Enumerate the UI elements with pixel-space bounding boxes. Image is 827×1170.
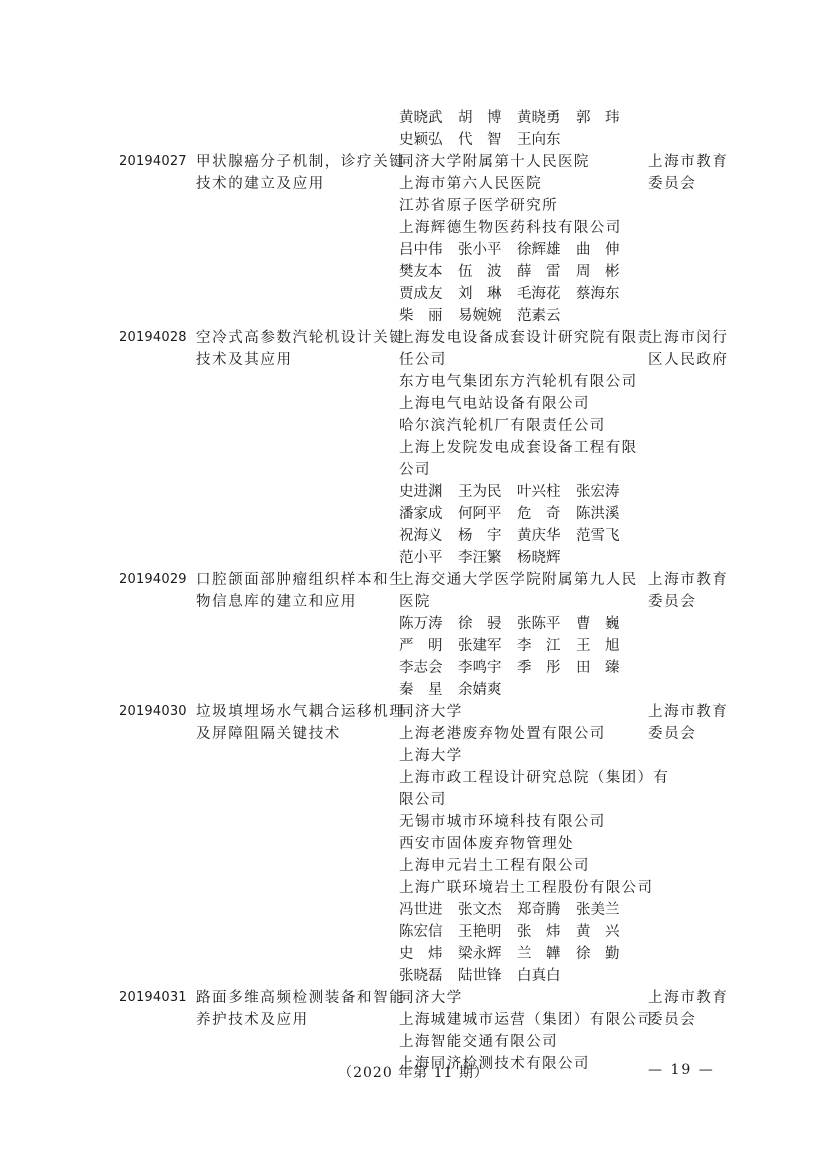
completing-unit-line: 上海城建城市运营（集团）有限公司 (399, 1012, 654, 1028)
person-name: 兰 韡 (517, 946, 561, 962)
person-name: 张美兰 (576, 902, 620, 918)
project-title-line: 口腔颌面部肿瘤组织样本和生 (196, 572, 406, 588)
recommending-department-line: 区人民政府 (648, 352, 729, 368)
person-name: 叶兴柱 (517, 484, 561, 500)
person-name: 伍 波 (458, 264, 502, 280)
people-row (399, 547, 576, 569)
person-name: 曹 巍 (576, 616, 620, 632)
recommending-department-line: 委员会 (648, 594, 697, 610)
people-row (399, 679, 517, 701)
page-number: — 19 — (648, 1062, 715, 1078)
person-name: 贾成友 (399, 286, 443, 302)
person-name: 秦 星 (399, 682, 443, 698)
person-name: 范素云 (517, 308, 561, 324)
person-name: 徐辉雄 (517, 242, 561, 258)
person-name: 易婉婉 (458, 308, 502, 324)
completing-unit-line: 上海老港废弃物处置有限公司 (399, 726, 606, 742)
person-name: 陈万涛 (399, 616, 443, 632)
person-name: 郑奇腾 (517, 902, 561, 918)
completing-unit-line: 上海辉德生物医药科技有限公司 (399, 220, 622, 236)
completing-unit-line: 上海大学 (399, 748, 463, 764)
people-row (399, 107, 635, 129)
completing-unit-line: 东方电气集团东方汽轮机有限公司 (399, 374, 638, 390)
person-name: 危 奇 (517, 506, 561, 522)
completing-unit-line: 上海市第六人民医院 (399, 176, 543, 192)
project-title-line: 路面多维高频检测装备和智能 (196, 990, 406, 1006)
project-code: 20194028 (119, 330, 187, 345)
person-name: 张陈平 (517, 616, 561, 632)
project-title-line: 垃圾填埋场水气耦合运移机理 (196, 704, 406, 720)
person-name: 陈洪溪 (576, 506, 620, 522)
completing-unit-line: 同济大学附属第十人民医院 (399, 154, 590, 170)
recommending-department-line: 上海市教育 (648, 572, 729, 588)
completing-unit-line: 上海广联环境岩土工程股份有限公司 (399, 880, 654, 896)
project-code: 20194027 (119, 154, 187, 169)
person-name: 李鸣宇 (458, 660, 502, 676)
people-row (399, 613, 635, 635)
completing-unit-line: 上海申元岩土工程有限公司 (399, 858, 590, 874)
project-title-line: 及屏障阻隔关键技术 (196, 726, 341, 742)
person-name: 陈宏信 (399, 924, 443, 940)
project-title-line: 物信息库的建立和应用 (196, 594, 357, 610)
person-name: 杨 宇 (458, 528, 502, 544)
project-title-line: 空冷式高参数汽轮机设计关键 (196, 330, 406, 346)
person-name: 黄晓勇 (517, 110, 561, 126)
people-row (399, 635, 635, 657)
completing-unit-line: 哈尔滨汽轮机厂有限责任公司 (399, 418, 606, 434)
project-title-line: 技术的建立及应用 (196, 176, 325, 192)
recommending-department-line: 委员会 (648, 176, 697, 192)
person-name: 毛海花 (517, 286, 561, 302)
person-name: 白真白 (517, 968, 561, 984)
person-name: 田 臻 (576, 660, 620, 676)
recommending-department-line: 上海市教育 (648, 154, 729, 170)
person-name: 徐 骎 (458, 616, 502, 632)
project-title-line: 甲状腺癌分子机制，诊疗关键 (196, 154, 406, 170)
people-row (399, 657, 635, 679)
person-name: 王向东 (517, 132, 561, 148)
person-name: 代 智 (458, 132, 502, 148)
recommending-department-line: 委员会 (648, 726, 697, 742)
people-row (399, 239, 635, 261)
person-name: 曲 伸 (576, 242, 620, 258)
people-row (399, 965, 576, 987)
person-name: 祝海义 (399, 528, 443, 544)
person-name: 季 彤 (517, 660, 561, 676)
person-name: 柴 丽 (399, 308, 443, 324)
person-name: 何阿平 (458, 506, 502, 522)
people-row (399, 481, 635, 503)
completing-unit-line: 上海同济检测技术有限公司 (399, 1056, 590, 1072)
project-code: 20194030 (119, 704, 187, 719)
completing-unit-line: 医院 (399, 594, 431, 610)
completing-unit-line: 同济大学 (399, 704, 463, 720)
person-name: 徐 勤 (576, 946, 620, 962)
people-row (399, 899, 635, 921)
person-name: 史 炜 (399, 946, 443, 962)
issue-label: （2020 年第 11 期） (338, 1065, 489, 1081)
person-name: 刘 琳 (458, 286, 502, 302)
person-name: 黄庆华 (517, 528, 561, 544)
person-name: 梁永辉 (458, 946, 502, 962)
completing-unit-line: 上海市政工程设计研究总院（集团）有 (399, 770, 670, 786)
project-code: 20194029 (119, 572, 187, 587)
person-name: 张 炜 (517, 924, 561, 940)
recommending-department-line: 上海市教育 (648, 990, 729, 1006)
completing-unit-line: 上海交通大学医学院附属第九人民 (399, 572, 638, 588)
person-name: 王艳明 (458, 924, 502, 940)
completing-unit-line: 公司 (399, 462, 431, 478)
person-name: 杨晓辉 (517, 550, 561, 566)
person-name: 严 明 (399, 638, 443, 654)
person-name: 李汪繁 (458, 550, 502, 566)
person-name: 张建军 (458, 638, 502, 654)
person-name: 范小平 (399, 550, 443, 566)
people-row (399, 261, 635, 283)
people-row (399, 921, 635, 943)
person-name: 李 江 (517, 638, 561, 654)
person-name: 张小平 (458, 242, 502, 258)
person-name: 周 彬 (576, 264, 620, 280)
completing-unit-line: 任公司 (399, 352, 447, 368)
person-name: 黄晓武 (399, 110, 443, 126)
person-name: 张宏涛 (576, 484, 620, 500)
people-row (399, 525, 635, 547)
person-name: 王为民 (458, 484, 502, 500)
people-row (399, 283, 635, 305)
person-name: 樊友本 (399, 264, 443, 280)
people-row (399, 503, 635, 525)
people-row (399, 129, 576, 151)
person-name: 蔡海东 (576, 286, 620, 302)
person-name: 薛 雷 (517, 264, 561, 280)
project-code: 20194031 (119, 990, 187, 1005)
project-title-line: 技术及其应用 (196, 352, 293, 368)
person-name: 李志会 (399, 660, 443, 676)
person-name: 张文杰 (458, 902, 502, 918)
completing-unit-line: 上海智能交通有限公司 (399, 1034, 558, 1050)
recommending-department-line: 上海市闵行 (648, 330, 729, 346)
person-name: 潘家成 (399, 506, 443, 522)
person-name: 黄 兴 (576, 924, 620, 940)
person-name: 王 旭 (576, 638, 620, 654)
person-name: 史进渊 (399, 484, 443, 500)
project-title-line: 养护技术及应用 (196, 1012, 309, 1028)
recommending-department-line: 委员会 (648, 1012, 697, 1028)
people-row (399, 305, 576, 327)
completing-unit-line: 同济大学 (399, 990, 463, 1006)
completing-unit-line: 西安市固体废弃物管理处 (399, 836, 574, 852)
completing-unit-line: 上海发电设备成套设计研究院有限责 (399, 330, 654, 346)
completing-unit-line: 上海上发院发电成套设备工程有限 (399, 440, 638, 456)
person-name: 张晓磊 (399, 968, 443, 984)
person-name: 余婧爽 (458, 682, 502, 698)
person-name: 陆世锋 (458, 968, 502, 984)
people-row (399, 943, 635, 965)
completing-unit-line: 无锡市城市环境科技有限公司 (399, 814, 606, 830)
person-name: 吕中伟 (399, 242, 443, 258)
completing-unit-line: 上海电气电站设备有限公司 (399, 396, 590, 412)
person-name: 范雪飞 (576, 528, 620, 544)
person-name: 史颖弘 (399, 132, 443, 148)
recommending-department-line: 上海市教育 (648, 704, 729, 720)
completing-unit-line: 江苏省原子医学研究所 (399, 198, 558, 214)
person-name: 冯世进 (399, 902, 443, 918)
person-name: 郭 玮 (576, 110, 620, 126)
person-name: 胡 博 (458, 110, 502, 126)
completing-unit-line: 限公司 (399, 792, 447, 808)
